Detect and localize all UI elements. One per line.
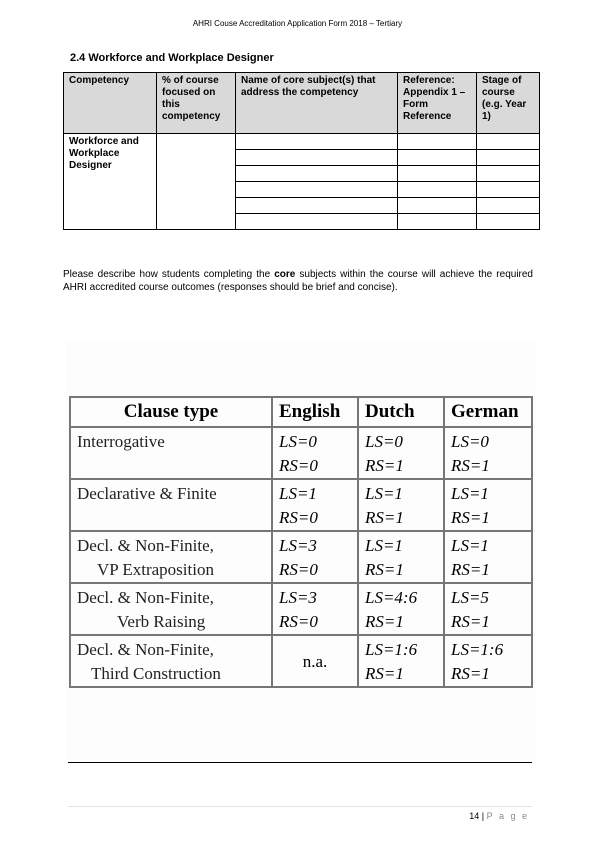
german-cell: LS=0 RS=1 [444, 427, 532, 479]
english-cell: LS=3 RS=0 [272, 583, 358, 635]
dutch-cell: LS=0 RS=1 [358, 427, 444, 479]
page-number: 14 | P a g e [469, 811, 529, 821]
table-row [70, 583, 532, 635]
dutch-cell: LS=4:6 RS=1 [358, 583, 444, 635]
stage-input-cell[interactable] [477, 150, 540, 166]
reference-input-cell[interactable] [398, 134, 477, 150]
dutch-cell: LS=1 RS=1 [358, 479, 444, 531]
stage-input-cell[interactable] [477, 214, 540, 230]
competency-cell: Workforce and Workplace Designer [64, 134, 157, 230]
reference-input-cell[interactable] [398, 150, 477, 166]
dutch-cell: LS=1 RS=1 [358, 531, 444, 583]
stage-input-cell[interactable] [477, 182, 540, 198]
clause-header-row [70, 397, 532, 427]
stage-input-cell[interactable] [477, 166, 540, 182]
english-cell: n.a. [272, 635, 358, 687]
subject-input-cell[interactable] [236, 166, 398, 182]
header-subject-name: Name of core subject(s) that address the competency [236, 73, 398, 134]
reference-input-cell[interactable] [398, 198, 477, 214]
subject-input-cell[interactable] [236, 150, 398, 166]
table-header-row [64, 73, 540, 134]
footer-divider [68, 806, 532, 807]
german-cell: LS=1:6 RS=1 [444, 635, 532, 687]
clause-type-cell: Interrogative [70, 427, 272, 479]
subject-input-cell[interactable] [236, 198, 398, 214]
header-dutch: Dutch [358, 397, 444, 427]
stage-input-cell[interactable] [477, 198, 540, 214]
clause-type-cell: Declarative & Finite [70, 479, 272, 531]
german-cell: LS=5 RS=1 [444, 583, 532, 635]
header-stage: Stage of course (e.g. Year 1) [477, 73, 540, 134]
clause-type-cell: Decl. & Non-Finite, VP Extraposition [70, 531, 272, 583]
german-cell: LS=1 RS=1 [444, 531, 532, 583]
header-english: English [272, 397, 358, 427]
clause-type-cell: Decl. & Non-Finite, Third Construction [70, 635, 272, 687]
clause-type-table [69, 396, 533, 688]
header-percent: % of course focused on this competency [157, 73, 236, 134]
percent-input-cell[interactable] [157, 134, 236, 230]
header-reference: Reference: Appendix 1 – Form Reference [398, 73, 477, 134]
subject-input-cell[interactable] [236, 214, 398, 230]
document-header: AHRI Couse Accreditation Application Form 2018 – Tertiary [192, 19, 403, 28]
competency-table [63, 72, 540, 230]
dutch-cell: LS=1:6 RS=1 [358, 635, 444, 687]
clause-type-cell: Decl. & Non-Finite, Verb Raising [70, 583, 272, 635]
subject-input-cell[interactable] [236, 134, 398, 150]
english-cell: LS=1 RS=0 [272, 479, 358, 531]
reference-input-cell[interactable] [398, 182, 477, 198]
reference-input-cell[interactable] [398, 166, 477, 182]
instructions-paragraph: Please describe how students completing the core subjects within the course will achieve the required AHRI accredited course outcomes (responses should be brief and concise). [63, 269, 533, 293]
table-row [70, 427, 532, 479]
content-divider [68, 762, 532, 763]
header-clause-type: Clause type [70, 397, 272, 427]
table-row [70, 635, 532, 687]
reference-input-cell[interactable] [398, 214, 477, 230]
table-row [70, 479, 532, 531]
english-cell: LS=3 RS=0 [272, 531, 358, 583]
header-german: German [444, 397, 532, 427]
stage-input-cell[interactable] [477, 134, 540, 150]
section-title: 2.4 Workforce and Workplace Designer [70, 52, 274, 64]
subject-input-cell[interactable] [236, 182, 398, 198]
table-row [64, 134, 540, 150]
english-cell: LS=0 RS=0 [272, 427, 358, 479]
header-competency: Competency [64, 73, 157, 134]
table-row [70, 531, 532, 583]
german-cell: LS=1 RS=1 [444, 479, 532, 531]
